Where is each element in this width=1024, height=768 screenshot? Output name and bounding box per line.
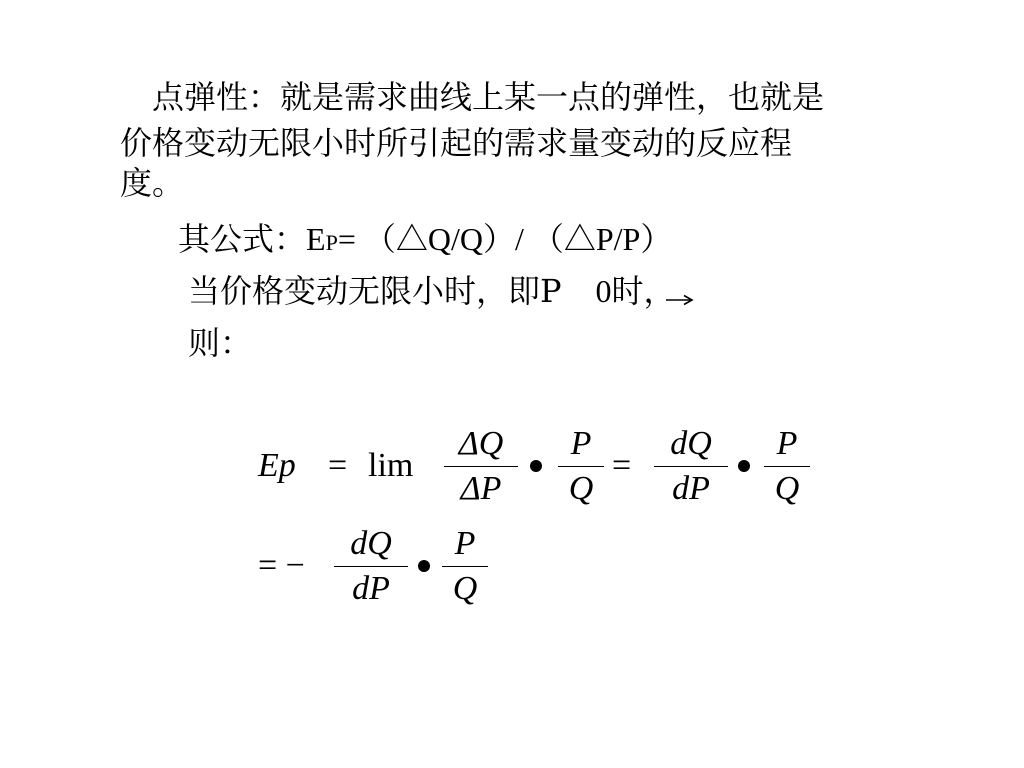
condition-suffix: 时， [611, 272, 676, 310]
formula-label: 其公式： [178, 220, 307, 258]
equation-equals-1: = [328, 447, 348, 484]
equation-lim: lim [368, 447, 414, 484]
right-arrow-icon [666, 294, 694, 306]
formula-expression: = （△Q/Q）/ （△P/P） [337, 221, 673, 257]
definition-line-2: 价格变动无限小时所引起的需求量变动的反应程 [120, 124, 793, 162]
fraction-numerator: dQ [350, 525, 392, 562]
formula-e: E [306, 221, 326, 257]
fraction-denominator: dP [672, 470, 710, 507]
fraction-dq-over-dp-1 [654, 424, 728, 509]
fraction-denominator: dP [352, 570, 390, 607]
definition-line-3: 度。 [120, 164, 185, 202]
fraction-p-over-q-2 [764, 424, 810, 509]
multiplication-dot-2 [738, 460, 750, 472]
equation-line2-prefix: = − [258, 547, 305, 584]
formula-line [178, 216, 672, 266]
equation-lhs: Ep [258, 447, 296, 484]
fraction-p-over-q-1 [558, 424, 604, 509]
fraction-p-over-q-3 [442, 524, 488, 609]
fraction-dq-over-dp-2 [334, 524, 408, 609]
condition-prefix: 当价格变动无限小时，即P [188, 272, 562, 310]
fraction-numerator: dQ [670, 425, 712, 462]
fraction-numerator: P [570, 425, 592, 462]
then-label: 则： [188, 324, 253, 362]
fraction-numerator: P [776, 425, 798, 462]
fraction-delta-q-over-delta-p [444, 424, 518, 509]
equation-equals-2: = [612, 447, 632, 484]
fraction-numerator: P [454, 525, 476, 562]
definition-line-1 [120, 74, 824, 120]
multiplication-dot-3 [418, 560, 430, 572]
formula-subscript: P [325, 230, 338, 255]
condition-line [188, 268, 676, 314]
fraction-denominator: ΔP [460, 470, 502, 507]
fraction-denominator: Q [568, 470, 594, 507]
fraction-numerator: ΔQ [458, 425, 504, 462]
fraction-denominator: Q [452, 570, 478, 607]
condition-zero: 0 [595, 273, 612, 309]
multiplication-dot-1 [530, 460, 542, 472]
definition-text-1: 点弹性：就是需求曲线上某一点的弹性，也就是 [152, 78, 825, 116]
fraction-denominator: Q [774, 470, 800, 507]
